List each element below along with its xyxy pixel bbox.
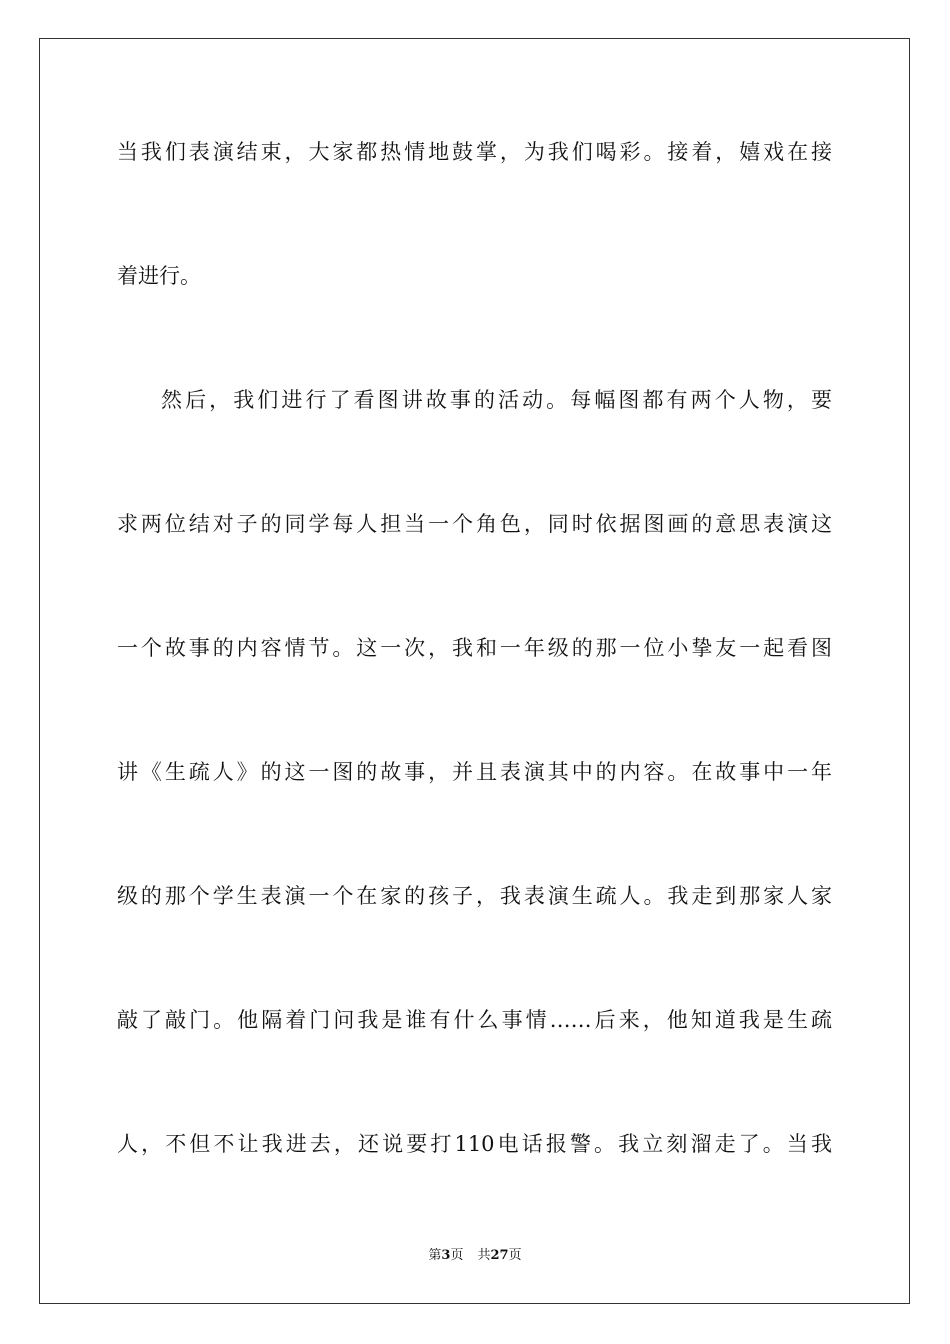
text-line-8: 敲了敲门。他隔着门问我是谁有什么事情……后来，他知道我是生疏 [117, 1008, 832, 1032]
text-line-7: 级的那个学生表演一个在家的孩子，我表演生疏人。我走到那家人家 [117, 884, 832, 908]
current-page-number: 3 [441, 1248, 451, 1263]
total-page-count: 27 [490, 1248, 509, 1263]
text-line-4: 求两位结对子的同学每人担当一个角色，同时依据图画的意思表演这 [117, 512, 832, 536]
page-suffix: 页 [450, 1248, 464, 1263]
page-footer [0, 1247, 950, 1265]
page-border [39, 38, 910, 1304]
total-prefix: 共 [477, 1248, 491, 1263]
total-suffix: 页 [508, 1248, 522, 1263]
text-line-2: 着进行。 [117, 264, 201, 288]
text-line-5: 一个故事的内容情节。这一次，我和一年级的那一位小挚友一起看图 [117, 636, 832, 660]
text-line-9: 人，不但不让我进去，还说要打110电话报警。我立刻溜走了。当我 [117, 1132, 832, 1156]
text-line-3: 然后，我们进行了看图讲故事的活动。每幅图都有两个人物，要 [161, 388, 832, 412]
page-prefix: 第 [428, 1248, 442, 1263]
text-line-6: 讲《生疏人》的这一图的故事，并且表演其中的内容。在故事中一年 [117, 760, 832, 784]
text-line-1: 当我们表演结束，大家都热情地鼓掌，为我们喝彩。接着，嬉戏在接 [117, 140, 832, 164]
